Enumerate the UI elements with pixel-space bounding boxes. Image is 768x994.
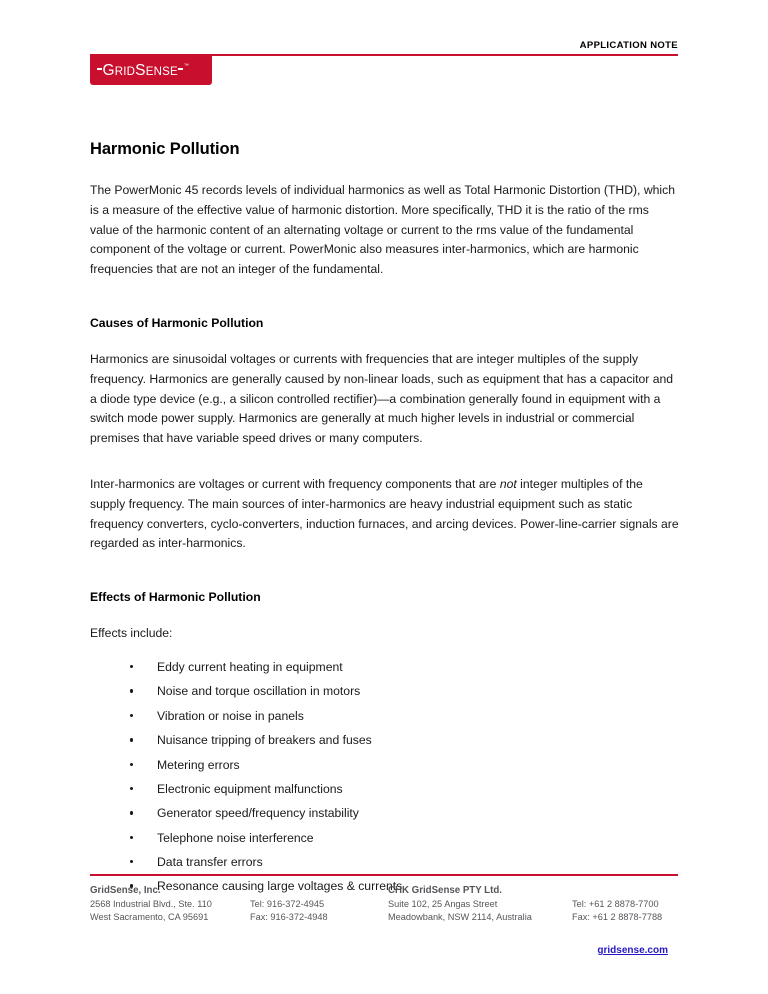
- website-link[interactable]: gridsense.com: [597, 945, 668, 957]
- footer-accent-rule: [90, 874, 678, 876]
- logo-leading-dash-icon: [97, 68, 102, 70]
- bullet-icon: [130, 689, 133, 692]
- page-footer: [90, 874, 678, 958]
- list-item-label: Metering errors: [157, 757, 240, 772]
- list-item: [90, 731, 680, 749]
- gridsense-logo-text: [97, 62, 189, 80]
- au-office-line-2: [388, 911, 678, 924]
- list-item: [90, 658, 680, 676]
- list-item: [90, 707, 680, 725]
- interharmonics-text-before: Inter-harmonics are voltages or current with frequency components that are: [90, 476, 500, 491]
- logo-trademark-icon: ™: [183, 62, 190, 69]
- logo-letter-s: S: [135, 61, 146, 79]
- us-address-line-2: West Sacramento, CA 95691: [90, 911, 209, 922]
- bullet-icon: [130, 811, 133, 814]
- au-telephone: Tel: +61 2 8878-7700: [572, 899, 659, 909]
- interharmonics-text-after: integer multiples of the supply frequency. The main sources of inter-harmonics are heavy industrial equipment such as static frequency converters, cyclo-converters, induction furnaces, and arcing devices. Power-line-carrier signals are regarded as inter-harmonics.: [90, 476, 679, 551]
- us-office-name: GridSense, Inc.: [90, 885, 161, 896]
- effects-bullet-list: [90, 658, 680, 896]
- footer-website-row: [90, 940, 678, 958]
- bullet-icon: [130, 836, 133, 839]
- logo-trailing-dash-icon: [178, 68, 183, 70]
- us-office-line-2: [90, 911, 380, 924]
- footer-columns: [90, 884, 678, 923]
- bullet-icon: [130, 763, 133, 766]
- section-heading-effects: Effects of Harmonic Pollution: [90, 590, 261, 605]
- list-item: [90, 756, 680, 774]
- list-item-label: Nuisance tripping of breakers and fuses: [157, 733, 372, 748]
- section-heading-causes: Causes of Harmonic Pollution: [90, 315, 264, 330]
- logo-letters-rid: RID: [114, 65, 136, 78]
- au-fax: Fax: +61 2 8878-7788: [572, 911, 663, 922]
- bullet-icon: [130, 860, 133, 863]
- spacer: [90, 580, 680, 590]
- list-item: [90, 682, 680, 700]
- effects-lead-in: Effects include:: [90, 626, 173, 641]
- footer-office-au: [380, 884, 678, 923]
- causes-paragraph-2: [90, 475, 680, 554]
- page-title: Harmonic Pollution: [90, 140, 240, 158]
- us-telephone: Tel: 916-372-4945: [250, 899, 325, 909]
- au-office-line-1: [388, 898, 678, 911]
- list-item-label: Vibration or noise in panels: [157, 708, 304, 723]
- emphasis-not: not: [499, 476, 517, 491]
- list-item: [90, 804, 680, 822]
- list-item: [90, 780, 680, 798]
- causes-paragraph-1: Harmonics are sinusoidal voltages or currents with frequencies that are integer multiples of the supply frequency. Harmonics are generally caused by non-linear loads, such as equipment that has a capacitor and a diode type device (e.g., a silicon controlled rectifier)—a combination generally found in equipment with a switch mode power supply. Harmonics are generally at much higher levels in industrial or commercial premises that have variable speed drives or many computers.: [90, 351, 674, 446]
- list-item-label: Resonance causing large voltages & currents: [157, 879, 403, 894]
- logo-letter-g: G: [102, 61, 115, 79]
- au-office-name: CHK GridSense PTY Ltd.: [388, 885, 502, 896]
- list-item-label: Telephone noise interference: [157, 830, 314, 845]
- list-item-label: Electronic equipment malfunctions: [157, 781, 343, 796]
- au-address-line-2: Meadowbank, NSW 2114, Australia: [388, 911, 532, 922]
- logo-letters-ense: ENSE: [145, 65, 178, 78]
- footer-office-us: [90, 884, 380, 923]
- gridsense-logo: [90, 56, 212, 85]
- spacer: [90, 306, 680, 316]
- bullet-icon: [130, 738, 133, 741]
- list-item-label: Data transfer errors: [157, 855, 263, 870]
- bullet-icon: [130, 665, 133, 668]
- bullet-icon: [130, 714, 133, 717]
- page-header: [90, 40, 678, 85]
- us-fax: Fax: 916-372-4948: [250, 911, 328, 922]
- document-type-label: APPLICATION NOTE: [579, 40, 678, 51]
- list-item-label: Noise and torque oscillation in motors: [157, 684, 361, 699]
- us-office-line-1: [90, 898, 380, 911]
- list-item-label: Eddy current heating in equipment: [157, 659, 343, 674]
- bullet-icon: [130, 787, 133, 790]
- intro-paragraph: The PowerMonic 45 records levels of individual harmonics as well as Total Harmonic Distortion (THD), which is a measure of the effective value of harmonic distortion. More specifically, THD it is the ratio of the rms value of the harmonic content of an alternating voltage or current to the rms value of the fundamental component of the voltage or current. PowerMonic also measures inter-harmonics, which are harmonic frequencies that are not an integer of the fundamental.: [90, 183, 675, 277]
- document-body: [90, 140, 680, 902]
- list-item: [90, 829, 680, 847]
- au-address-line-1: Suite 102, 25 Angas Street: [388, 899, 498, 909]
- us-address-line-1: 2568 Industrial Blvd., Ste. 110: [90, 899, 212, 909]
- list-item: [90, 853, 680, 871]
- list-item-label: Generator speed/frequency instability: [157, 806, 359, 821]
